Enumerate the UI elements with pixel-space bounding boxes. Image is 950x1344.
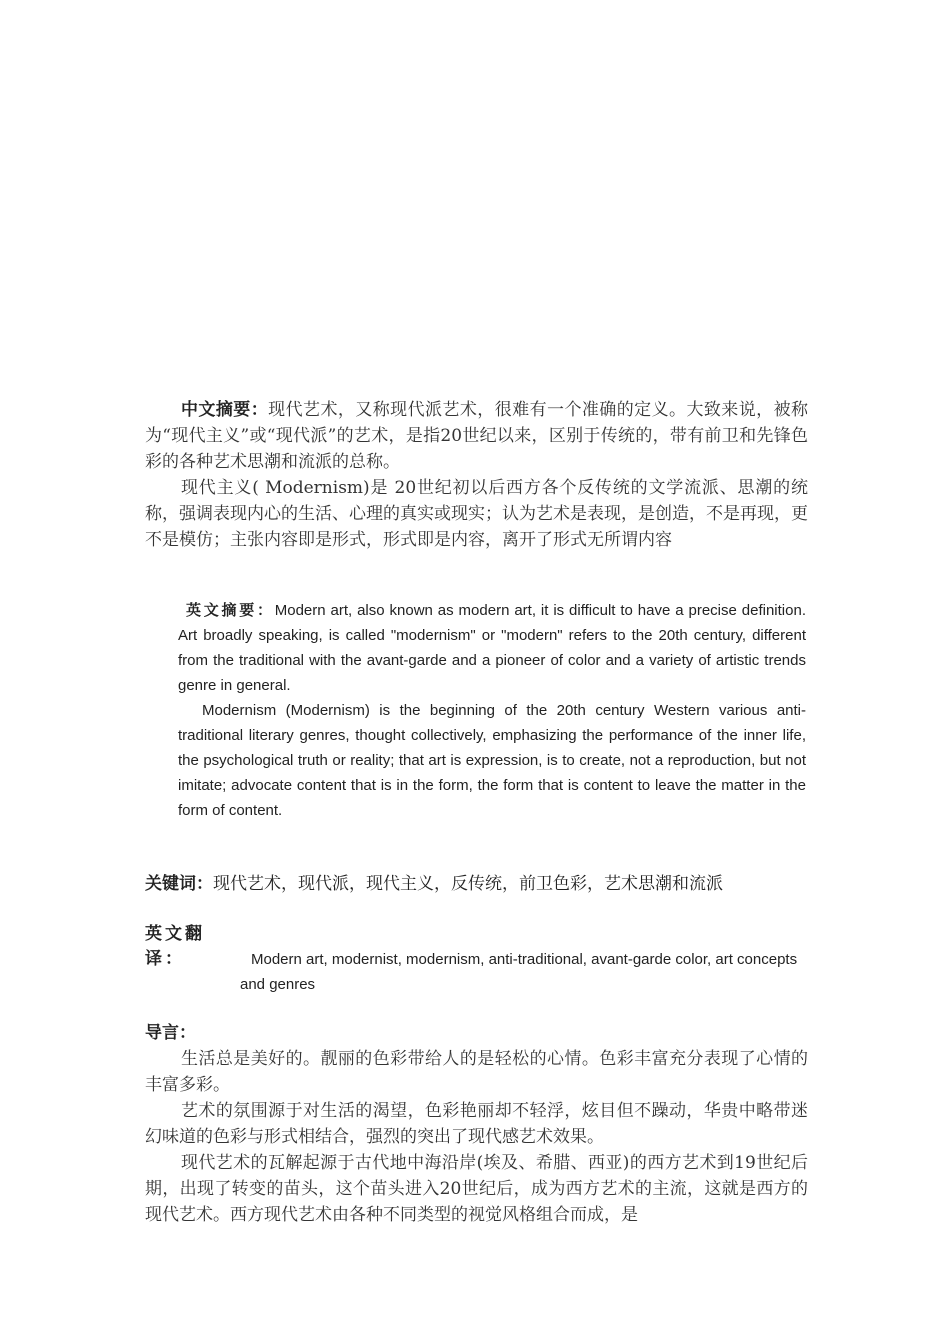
english-translation-label: 英文翻译： [145,924,205,969]
keywords [145,871,815,897]
english-translation [145,922,807,997]
chinese-abstract [145,397,808,553]
chinese-abstract-label: 中文摘要： [181,400,269,420]
english-abstract-label: 英文摘要： [186,601,275,619]
chinese-abstract-text-1: 现代艺术，又称现代派艺术，很难有一个准确的定义。大致来说，被称为“现代主义”或“现代派”的艺术，是指20世纪以来，区别于传统的，带有前卫和先锋色彩的各种艺术思潮和流派的总称。 [145,400,809,472]
chinese-abstract-paragraph-2: 现代主义( Modernism)是 20世纪初以后西方各个反传统的文学流派、思潮的统称，强调表现内心的生活、心理的真实或现实；认为艺术是表现，是创造，不是再现，更不是模仿；主张内容即是形式，形式即是内容，离开了形式无所谓内容 [145,478,808,550]
english-abstract-text-1: Modern art, also known as modern art, it is difficult to have a precise definition. Art broadly speaking, is called "modernism" or "modern" refers to the 20th century, different from the traditional with the avant-garde and a pioneer of color and a variety of artistic trends genre in general. [178,602,806,694]
english-abstract [178,598,806,823]
introduction-paragraph-2: 艺术的氛围源于对生活的渴望，色彩艳丽却不轻浮，炫目但不躁动，华贵中略带迷幻味道的色彩与形式相结合，强烈的突出了现代感艺术效果。 [145,1101,808,1147]
introduction-paragraph-1: 生活总是美好的。靓丽的色彩带给人的是轻松的心情。色彩丰富充分表现了心情的丰富多彩。 [145,1049,808,1095]
keywords-label: 关键词： [145,874,213,894]
introduction-heading: 导言： [145,1023,196,1043]
keywords-text: 现代艺术，现代派，现代主义，反传统，前卫色彩，艺术思潮和流派 [213,874,723,894]
chinese-abstract-paragraph-1 [145,397,808,475]
english-translation-text: Modern art, modernist, modernism, anti-traditional, avant-garde color, art concepts and genres [240,951,798,993]
english-abstract-paragraph-2: Modernism (Modernism) is the beginning of the 20th century Western various anti-traditional literary genres, thought collectively, emphasizing the performance of the inner life, the psychological truth or reality; that art is expression, is to create, not a reproduction, but not imitate; advocate content that is in the form, the form that is content to leave the matter in the form of content. [178,702,806,819]
introduction-paragraph-3: 现代艺术的瓦解起源于古代地中海沿岸(埃及、希腊、西亚)的西方艺术到19世纪后期，出现了转变的苗头，这个苗头进入20世纪后，成为西方艺术的主流，这就是西方的现代艺术。西方现代艺术由各种不同类型的视觉风格组合而成，是 [145,1153,808,1225]
english-abstract-paragraph-1 [178,598,806,698]
introduction [145,1020,808,1228]
